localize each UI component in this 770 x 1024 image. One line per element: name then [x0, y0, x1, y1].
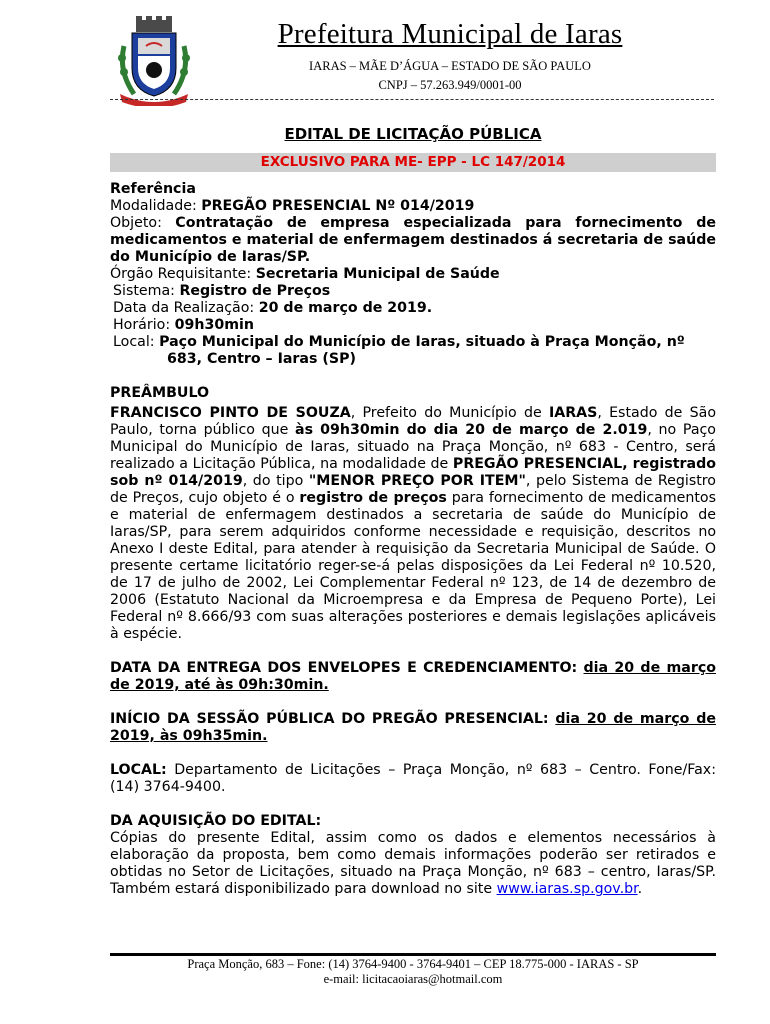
preambulo-heading: PREÂMBULO [110, 385, 210, 401]
entrega-paragraph [110, 660, 716, 694]
modalidade-label: Modalidade: [110, 198, 202, 214]
modalidade-value: PREGÃO PRESENCIAL Nº 014/2019 [201, 198, 475, 214]
preambulo-text: , Estado de São Paulo, torna público que [110, 405, 717, 438]
local-section-label: LOCAL: [110, 762, 167, 778]
document-title: EDITAL DE LICITAÇÃO PÚBLICA [284, 125, 542, 143]
website-link[interactable]: www.iaras.sp.gov.br [496, 881, 638, 897]
letterhead-divider [110, 99, 714, 100]
local-value: Paço Municipal do Município de Iaras, situado à Praça Monção, nº 683, Centro – Iaras (SP) [159, 334, 685, 367]
data-label: Data da Realização: [113, 300, 259, 316]
preambulo-text: , Prefeito do Município de [350, 405, 549, 421]
horario-value: 09h30min [174, 317, 254, 333]
tipo-value: "MENOR PREÇO POR ITEM" [308, 473, 526, 489]
orgao-label: Órgão Requisitante: [110, 266, 256, 282]
preambulo-paragraph [110, 405, 716, 643]
registro-precos: registro de preços [299, 490, 447, 506]
sistema-value: Registro de Preços [179, 283, 331, 299]
local-label: Local: [113, 334, 160, 350]
horario-label: Horário: [113, 317, 175, 333]
footer-address: Praça Monção, 683 – Fone: (14) 3764-9400 - 3764-9401 – CEP 18.775-000 - IARAS - SP [187, 957, 639, 971]
document-body [110, 126, 716, 898]
city-name: IARAS [548, 405, 598, 421]
footer-divider [110, 953, 716, 956]
aquisicao-text: Cópias do presente Edital, assim como os dados e elementos necessários à elaboração da proposta, bem como demais informações poderão ser retirados e obtidas no Setor de Licitações, situado na Praça Monção, nº 683 – centro, Iaras/SP. Também estará disponibilizado para download no site [110, 830, 716, 897]
reference-block [110, 181, 716, 368]
inicio-paragraph [110, 711, 716, 745]
preambulo-text: para fornecimento de medicamentos e material de enfermagem destinados a secretaria de saúde do Município de Iaras/SP, para serem adquiridos conforme necessidade e requisição, descritos no Anexo I deste Edital, para atender à requisição da Secretaria Municipal de Saúde. O presente certame licitatório reger-se-á pelas disposições da Lei Federal nº 10.520, de 17 de julho de 2002, Lei Complementar Federal nº 123, de 14 de dezembro de 2006 (Estatuto Nacional da Microempresa e da Empresa de Pequeno Porte), Lei Federal nº 8.666/93 com suas alterações posteriores e demais legislações aplicáveis à espécie. [110, 490, 717, 642]
entrega-value: dia 20 de março de 2019, até às 09h:30min. [110, 660, 716, 693]
reference-heading: Referência [110, 181, 196, 197]
objeto-label: Objeto: [110, 215, 176, 231]
orgao-value: Secretaria Municipal de Saúde [255, 266, 500, 282]
preambulo-text: , pelo Sistema de Registro de Preços, cujo objeto é o [110, 473, 716, 506]
preambulo-text: , no Paço Municipal do Município de Iaras, situado na Praça Monção, nº 683 - Centro, será realizado a Licitação Pública, na modalidade de [110, 422, 716, 472]
inicio-label: INÍCIO DA SESSÃO PÚBLICA DO PREGÃO PRESENCIAL: [110, 711, 556, 727]
sistema-label: Sistema: [113, 283, 180, 299]
local-section-value: Departamento de Licitações – Praça Monção, nº 683 – Centro. Fone/Fax: (14) 3764-9400. [110, 762, 716, 795]
aquisicao-end: . [637, 881, 643, 897]
coat-of-arms-icon [116, 16, 192, 106]
inicio-value: dia 20 de março de 2019, às 09h35min. [110, 711, 716, 744]
exclusive-banner: EXCLUSIVO PARA ME- EPP - LC 147/2014 [110, 153, 716, 172]
aquisicao-heading: DA AQUISIÇÃO DO EDITAL: [110, 813, 322, 829]
objeto-value: Contratação de empresa especializada para fornecimento de medicamentos e material de enfermagem destinados á secretaria de saúde do Município de Iaras/SP. [110, 215, 716, 265]
session-time: às 09h30min do dia 20 de março de 2.019 [295, 422, 648, 438]
aquisicao-paragraph [110, 830, 716, 898]
data-value: 20 de março de 2019. [258, 300, 433, 316]
mayor-name: FRANCISCO PINTO DE SOUZA [110, 405, 351, 421]
letterhead-title: Prefeitura Municipal de Iaras [277, 18, 623, 50]
local-paragraph [110, 762, 716, 796]
entrega-label: DATA DA ENTREGA DOS ENVELOPES E CREDENCIAMENTO: [110, 660, 584, 676]
letterhead-subtitle: IARAS – MÃE D’ÁGUA – ESTADO DE SÃO PAULO [309, 59, 591, 73]
letterhead-cnpj: CNPJ – 57.263.949/0001-00 [378, 78, 522, 92]
preambulo-text: , do tipo [242, 473, 309, 489]
footer-email: e-mail: licitacaoiaras@hotmail.com [323, 972, 503, 986]
pregao-number: PREGÃO PRESENCIAL, registrado sob nº 014/2019 [110, 456, 716, 489]
